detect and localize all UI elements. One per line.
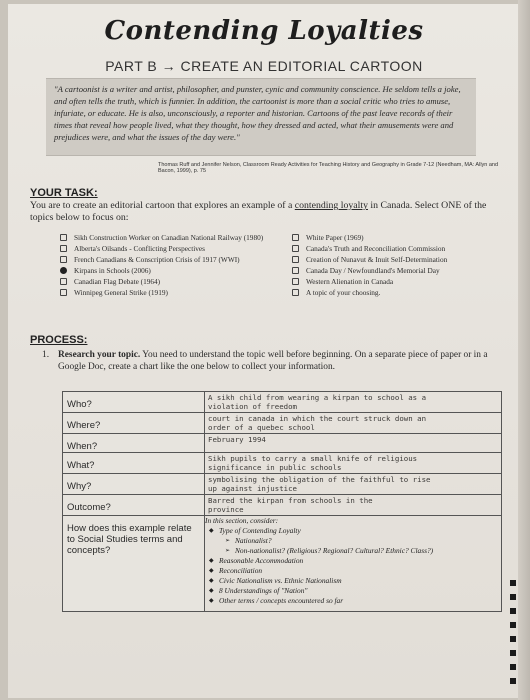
topic-option[interactable] (60, 243, 270, 254)
consider-item: ◆ 8 Understandings of "Nation" (205, 586, 501, 596)
topic-label: Canadian Flag Debate (1964) (74, 277, 161, 286)
topic-list-left (60, 232, 270, 298)
chart-row (63, 495, 502, 516)
chart-row-answer[interactable] (205, 453, 502, 474)
topic-option[interactable] (292, 287, 512, 298)
checkbox-checked-icon[interactable] (60, 267, 67, 274)
document-title: Contending Loyalties (104, 16, 424, 46)
topic-label: A topic of your choosing. (306, 288, 381, 297)
task-heading: YOUR TASK: (30, 187, 98, 199)
consider-item: ◆ Reconciliation (205, 566, 501, 576)
chart-row-label: When? (63, 434, 205, 453)
topic-option[interactable] (60, 254, 270, 265)
task-text-before: You are to create an editorial cartoon that explores an example of a (30, 200, 295, 211)
quote-citation: Thomas Ruff and Jennifer Nelson, Classroom Ready Activities for Teaching History and Geography in Grade 7-12 (Needham, MA: Allyn and Bacon, 1999), p. 75 (158, 162, 499, 174)
checkbox-icon[interactable] (60, 278, 67, 285)
consider-item: ◆ Type of Contending Loyalty (205, 526, 501, 536)
topic-option[interactable] (292, 232, 512, 243)
chart-row-answer[interactable] (205, 392, 502, 413)
chart-row (63, 434, 502, 453)
consider-subitem: ➢ Non-nationalist? (Religious? Regional? Cultural? Ethnic? Class?) (205, 546, 501, 556)
topic-label: Winnipeg General Strike (1919) (74, 288, 168, 297)
topic-option[interactable] (60, 276, 270, 287)
step-number: 1. (42, 350, 50, 360)
cartoonist-quote: "A cartoonist is a writer and artist, philosopher, and punster, cynic and community conscience. He seldom tells a joke, and often tells the truth, which is funnier. In addition, the cartoonist is more than a social critic who tries to amuse, infuriate, or educate. He is also, unconsciously, a reporter and historian. Cartoons of the past leave records of their times that reveal how people lived, what they thought, how they dressed and acted, what their amusements were and prejudices were, and what the issues of the day were." (46, 78, 476, 156)
document-subtitle: PART B → CREATE AN EDITORIAL CARTOON (105, 58, 423, 74)
checkbox-icon[interactable] (60, 289, 67, 296)
chart-row-answer[interactable] (205, 474, 502, 495)
topic-option[interactable] (292, 254, 512, 265)
checkbox-icon[interactable] (60, 256, 67, 263)
consider-subitem: ➢ Nationalist? (205, 536, 501, 546)
research-chart (62, 391, 502, 612)
handwritten-line: province (208, 505, 244, 514)
handwritten-line: order of a quebec school (208, 423, 315, 432)
chart-row (63, 413, 502, 434)
consider-heading: In this section, consider: (205, 516, 279, 525)
process-heading: PROCESS: (30, 334, 88, 346)
chart-row-label: What? (63, 453, 205, 474)
checkbox-icon[interactable] (292, 256, 299, 263)
handwritten-line: significance in public schools (208, 463, 342, 472)
checkbox-icon[interactable] (60, 245, 67, 252)
topic-label: Canada Day / Newfoundland's Memorial Day (306, 266, 440, 275)
topic-label: Canada's Truth and Reconciliation Commission (306, 244, 446, 253)
consider-item: ◆ Other terms / concepts encountered so far (205, 596, 501, 606)
chart-row-label: Why? (63, 474, 205, 495)
topic-option[interactable] (60, 287, 270, 298)
topic-label: Western Alienation in Canada (306, 277, 394, 286)
topic-option[interactable] (292, 265, 512, 276)
handwritten-line: court in canada in which the court struck down an (208, 414, 427, 423)
chart-row (63, 516, 502, 612)
topic-option[interactable] (60, 232, 270, 243)
step-text: You need to understand the topic well before beginning. On a separate piece of paper or in a Google Doc, create a chart like the one below to collect your information. (58, 350, 488, 372)
topic-label: Alberta's Oilsands - Conflicting Perspectives (74, 244, 206, 253)
handwritten-line: A sikh child from wearing a kirpan to school as a (208, 393, 427, 402)
checkbox-icon[interactable] (60, 234, 67, 241)
chart-row-label: Where? (63, 413, 205, 434)
consider-list (205, 516, 502, 612)
worksheet-page (8, 4, 520, 698)
chart-row-answer[interactable] (205, 413, 502, 434)
consider-item: ◆ Civic Nationalism vs. Ethnic Nationalism (205, 576, 501, 586)
checkbox-icon[interactable] (292, 245, 299, 252)
checkbox-icon[interactable] (292, 278, 299, 285)
topic-label: Sikh Construction Worker on Canadian National Railway (1980) (74, 233, 264, 242)
binder-ticks (510, 580, 516, 690)
chart-row-label: How does this example relate to Social Studies terms and concepts? (63, 516, 205, 612)
chart-row (63, 392, 502, 413)
chart-row-answer[interactable] (205, 434, 502, 453)
handwritten-line: February 1994 (208, 435, 266, 444)
handwritten-line: violation of freedom (208, 402, 297, 411)
checkbox-icon[interactable] (292, 267, 299, 274)
topic-list-right (292, 232, 512, 298)
topic-label: Kirpans in Schools (2006) (74, 266, 151, 275)
chart-row (63, 474, 502, 495)
handwritten-line: symbolising the obligation of the faithful to rise (208, 475, 431, 484)
task-instructions (30, 200, 510, 224)
checkbox-icon[interactable] (292, 234, 299, 241)
topic-option[interactable] (292, 276, 512, 287)
checkbox-icon[interactable] (292, 289, 299, 296)
page-edge-shadow (518, 0, 530, 700)
task-text-after: in Canada. Select ONE of the topics below to focus on: (30, 200, 487, 223)
chart-row (63, 453, 502, 474)
task-text-link: contending loyalty (294, 200, 368, 211)
topic-option[interactable] (292, 243, 512, 254)
topic-option[interactable] (60, 265, 270, 276)
topic-label: French Canadians & Conscription Crisis of 1917 (WWI) (74, 255, 240, 264)
consider-item: ◆ Reasonable Accommodation (205, 556, 501, 566)
topic-label: Creation of Nunavut & Inuit Self-Determination (306, 255, 448, 264)
handwritten-line: Barred the kirpan from schools in the (208, 496, 373, 505)
chart-row-label: Who? (63, 392, 205, 413)
chart-row-label: Outcome? (63, 495, 205, 516)
chart-row-answer[interactable] (205, 495, 502, 516)
handwritten-line: Sikh pupils to carry a small knife of religious (208, 454, 418, 463)
topic-label: White Paper (1969) (306, 233, 364, 242)
step-bold: Research your topic. (58, 350, 141, 360)
handwritten-line: up against injustice (208, 484, 297, 493)
process-step-1 (38, 349, 508, 373)
